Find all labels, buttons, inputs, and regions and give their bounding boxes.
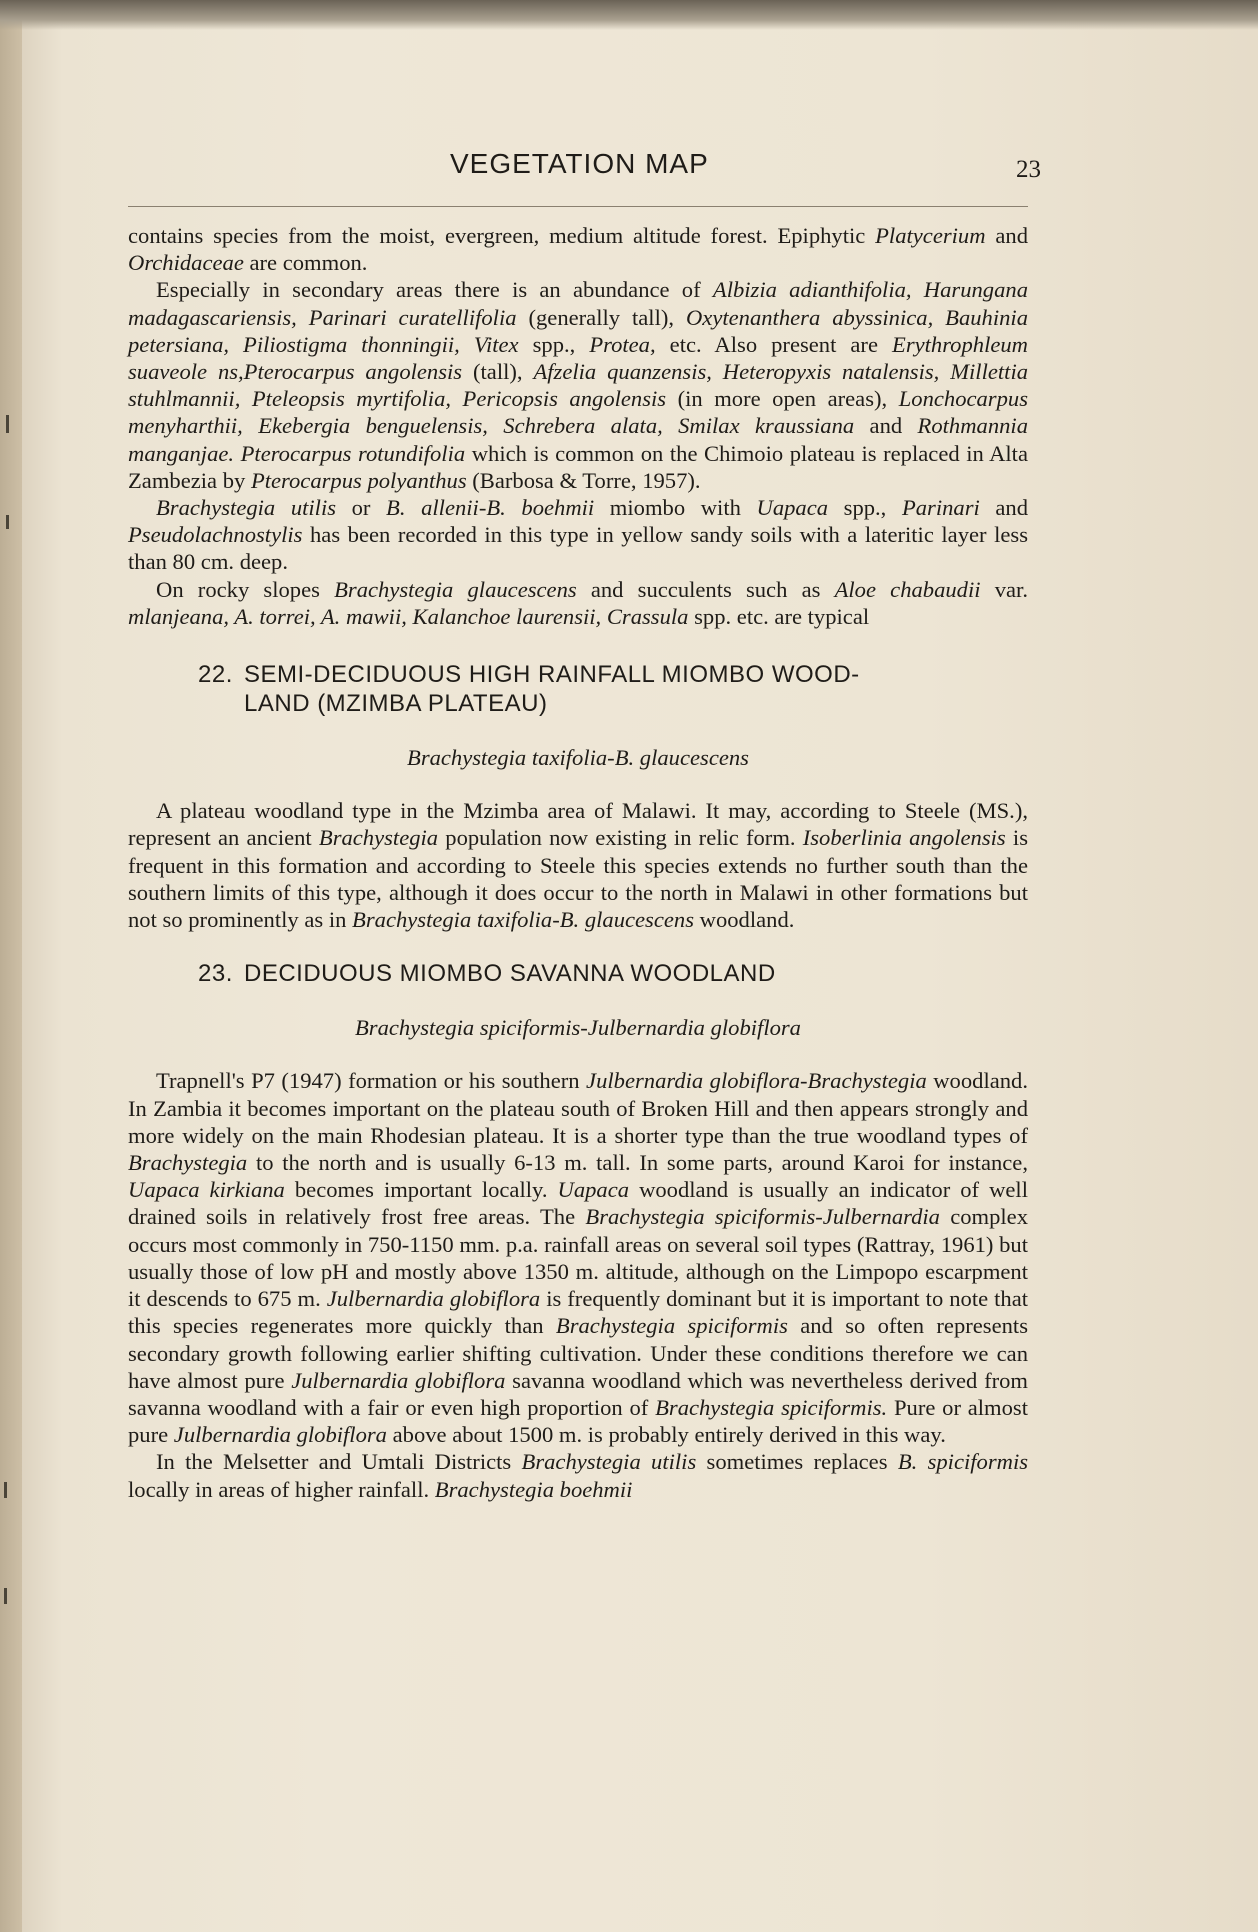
italic-taxon-text: Erythrophleum suaveole ns,Pterocarpus angolensis xyxy=(128,331,1028,385)
text-run: has been recorded in this type in yellow sandy soils with a lateritic layer less than 80 cm. deep. xyxy=(128,522,1028,575)
text-run: spp. etc. are typical xyxy=(688,603,870,629)
section-23-heading xyxy=(128,959,1028,988)
italic-taxon-text: Brachystegia xyxy=(318,825,439,851)
section-22-title-line2: LAND (MZIMBA PLATEAU) xyxy=(244,690,548,718)
text-run: to the north and is usually 6-13 m. tall. In some parts, around Karoi for instance, xyxy=(247,1150,1028,1176)
paragraph-forest-species xyxy=(128,222,1028,276)
text-run: becomes important locally. xyxy=(284,1177,558,1203)
text-run: and xyxy=(985,223,1028,248)
text-run: complex occurs most commonly in 750-1150 mm. p.a. rainfall areas on several soil types (Rattray, 1961) but usually those of low pH and mostly above 1350 m. altitude, although on the Limpopo escarpment it descends to 675 m. xyxy=(128,1204,1029,1312)
italic-taxon-text: B. spiciformis xyxy=(897,1449,1029,1475)
text-run: or xyxy=(336,495,387,521)
running-title: VEGETATION MAP xyxy=(450,148,709,179)
book-spine-edge xyxy=(0,0,22,1932)
text-run: and xyxy=(854,413,918,439)
italic-taxon-text: Afzelia quanzensis, Heteropyxis natalensis, Millettia stuhlmannii, Pteleopsis myrtifolia, Pericopsis angolensis xyxy=(128,359,1029,412)
italic-taxon-text: Uapaca kirkiana xyxy=(128,1177,285,1203)
italic-taxon-text: Brachystegia spiciformis-Julbernardia xyxy=(585,1204,940,1230)
text-run: woodland is usually an indicator of well drained soils in relatively frost free areas. The xyxy=(128,1177,1028,1230)
margin-mark xyxy=(4,1588,7,1604)
italic-taxon-text: Brachystegia spiciformis. xyxy=(655,1394,888,1420)
text-run: Especially in secondary areas there is an abundance of xyxy=(156,277,713,303)
italic-taxon-text: Brachystegia taxifolia-B. glaucescens xyxy=(352,907,694,933)
section-23-number: 23. xyxy=(198,960,233,988)
text-run: woodland. xyxy=(694,907,795,933)
text-run: above about 1500 m. is probably entirely derived in this way. xyxy=(386,1422,946,1448)
italic-taxon-text: Brachystegia boehmii xyxy=(434,1476,633,1502)
header-rule xyxy=(128,206,1028,207)
text-run: savanna woodland which was nevertheless derived from savanna woodland with a fair or even high proportion of xyxy=(128,1367,1028,1420)
paragraph-melsetter-umtali xyxy=(128,1448,1028,1502)
text-run: etc. Also present are xyxy=(655,331,893,357)
paragraph-miombo-uapaca xyxy=(128,494,1028,576)
italic-taxon-text: Brachystegia xyxy=(128,1150,248,1176)
text-run: and so often represents secondary growth following earlier shifting cultivation. Under these conditions therefore we can have almost pure xyxy=(128,1313,1028,1393)
text-run: var. xyxy=(980,576,1028,602)
text-run: Pure or almost pure xyxy=(128,1394,1028,1448)
margin-mark xyxy=(6,515,9,529)
section-22-title-line1: SEMI-DECIDUOUS HIGH RAINFALL MIOMBO WOOD- xyxy=(244,661,860,689)
text-run: locally in areas of higher rainfall. xyxy=(128,1476,435,1502)
italic-taxon-text: Julbernardia globiflora-Brachystegia xyxy=(586,1068,927,1094)
text-run: (Barbosa & Torre, 1957). xyxy=(466,467,701,493)
paragraph-rocky-slopes xyxy=(128,576,1028,630)
italic-taxon-text: Pseudolachnostylis xyxy=(128,522,303,548)
margin-mark xyxy=(6,415,9,433)
italic-taxon-text: Albizia adianthifolia, Harungana madagascariensis, Parinari curatellifolia xyxy=(128,277,1028,330)
section-23-title: DECIDUOUS MIOMBO SAVANNA WOODLAND xyxy=(244,960,776,988)
italic-taxon-text: mlanjeana, A. torrei, A. mawii, Kalanchoe laurensii, Crassula xyxy=(128,603,689,629)
text-run: contains species from the moist, evergreen, medium altitude forest. Epiphytic xyxy=(128,223,876,248)
italic-taxon-text: Orchidaceae xyxy=(128,250,244,276)
italic-taxon-text: Brachystegia glaucescens xyxy=(334,576,577,602)
section-22-number: 22. xyxy=(198,661,233,689)
section-22-heading xyxy=(128,660,1028,689)
margin-mark xyxy=(4,1482,7,1498)
italic-taxon-text: Julbernardia globiflora xyxy=(326,1286,541,1312)
text-run: (tall), xyxy=(462,359,534,385)
text-run: sometimes replaces xyxy=(696,1449,898,1475)
italic-taxon-text: Rothmannia manganjae. Pterocarpus rotundifolia xyxy=(128,413,1028,466)
italic-taxon-text: Isoberlinia angolensis xyxy=(802,825,1006,851)
italic-taxon-text: Brachystegia utilis xyxy=(521,1449,697,1475)
page-number: 23 xyxy=(1016,156,1041,183)
body-text xyxy=(128,222,1028,1503)
italic-taxon-text: Brachystegia utilis xyxy=(156,495,337,521)
text-run: (generally tall), xyxy=(516,304,686,330)
italic-taxon-text: Uapaca xyxy=(557,1177,630,1203)
text-run: and succulents such as xyxy=(576,576,835,602)
text-run: (in more open areas), xyxy=(666,386,899,412)
text-run: In the Melsetter and Umtali Districts xyxy=(156,1449,522,1475)
text-run: woodland. In Zambia it becomes important on the plateau south of Broken Hill and then appears strongly and more widely on the main Rhodesian plateau. It is a shorter type than the true woodland types of xyxy=(128,1068,1029,1148)
italic-taxon-text: Uapaca xyxy=(756,495,829,521)
text-run: which is common on the Chimoio plateau is replaced in Alta Zambezia by xyxy=(128,440,1028,493)
text-run: is frequent in this formation and according to Steele this species extends no further south than the southern limits of this type, although it does occur to the north in Malawi in other formations but not so prominently as in xyxy=(128,825,1028,933)
italic-taxon-text: Julbernardia globiflora xyxy=(173,1422,387,1448)
text-run: On rocky slopes xyxy=(156,576,335,602)
text-run: population now existing in relic form. xyxy=(438,825,803,851)
text-run: and xyxy=(979,495,1029,521)
text-run: spp., xyxy=(828,495,902,521)
text-run: Trapnell's P7 (1947) formation or his southern xyxy=(156,1068,587,1094)
italic-taxon-text: Brachystegia spiciformis xyxy=(555,1313,788,1339)
paragraph-secondary-areas xyxy=(128,276,1028,494)
italic-taxon-text: Parinari xyxy=(901,495,980,521)
italic-taxon-text: B. allenii-B. boehmii xyxy=(386,495,595,521)
paragraph-trapnell-formation xyxy=(128,1067,1028,1448)
italic-taxon-text: Pterocarpus polyanthus xyxy=(250,467,467,493)
page-top-shadow xyxy=(0,0,1258,30)
italic-taxon-text: Oxytenanthera abyssinica, Bauhinia petersiana, Piliostigma thonningii, Vitex xyxy=(128,304,1029,357)
italic-taxon-text: Julbernardia globiflora xyxy=(291,1367,506,1393)
paragraph-mzimba-plateau xyxy=(128,797,1028,933)
section-22-subtitle: Brachystegia taxifolia-B. glaucescens xyxy=(407,745,749,771)
text-run: miombo with xyxy=(594,495,757,521)
italic-taxon-text: Lonchocarpus menyharthii, Ekebergia benguelensis, Schrebera alata, Smilax kraussiana xyxy=(128,386,1028,439)
text-run: is frequently dominant but it is important to note that this species regenerates more quickly than xyxy=(128,1286,1028,1339)
text-run: are common. xyxy=(243,250,368,276)
running-header xyxy=(450,148,1050,188)
italic-taxon-text: Protea, xyxy=(589,331,656,357)
italic-taxon-text: Aloe chabaudii xyxy=(834,576,981,602)
section-23-subtitle: Brachystegia spiciformis-Julbernardia globiflora xyxy=(355,1015,801,1041)
text-run: spp., xyxy=(518,331,590,357)
text-run: A plateau woodland type in the Mzimba area of Malawi. It may, according to Steele (MS.), represent an ancient xyxy=(128,798,1028,851)
italic-taxon-text: Platycerium xyxy=(875,223,986,248)
